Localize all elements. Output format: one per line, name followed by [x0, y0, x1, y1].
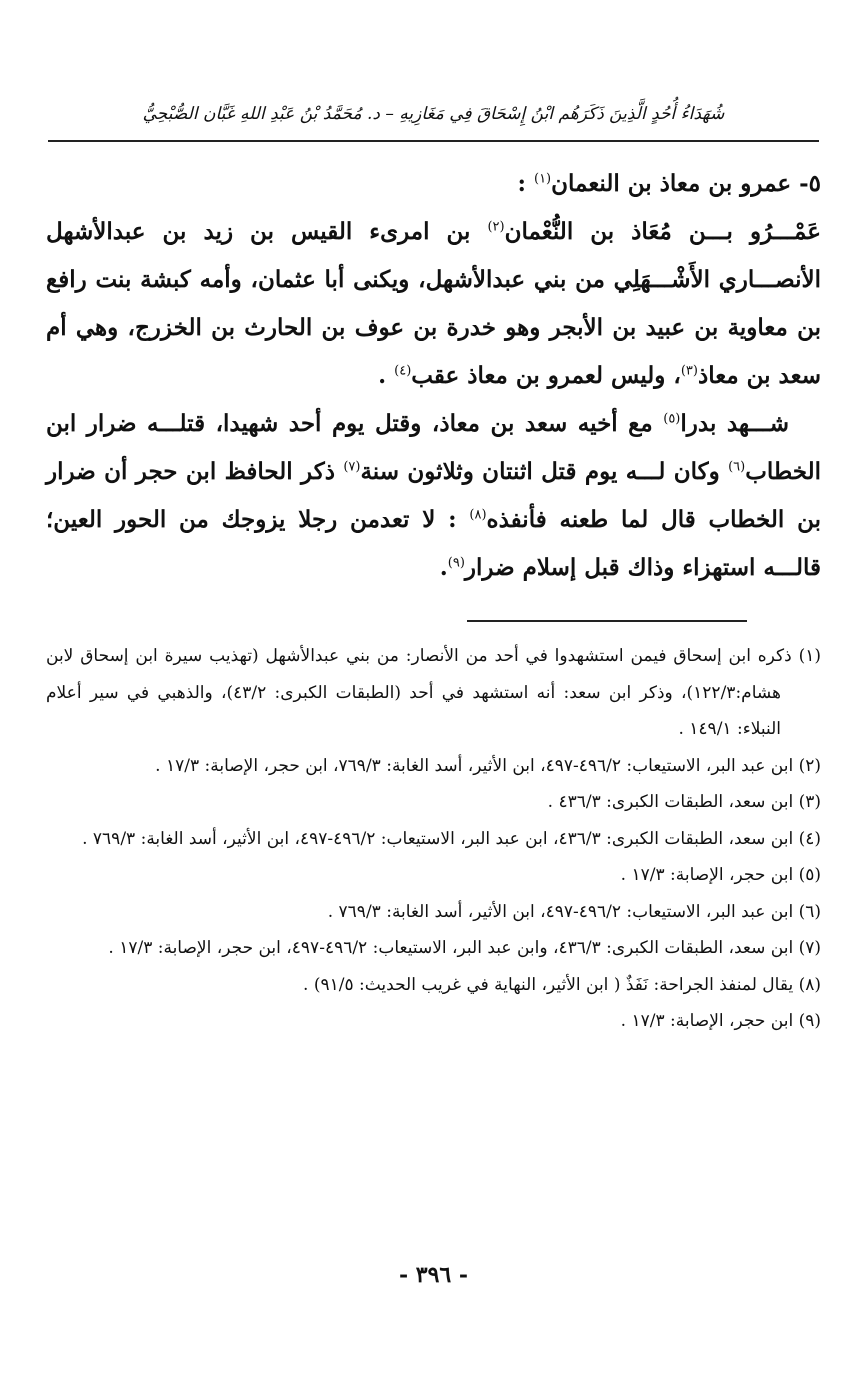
- footnote-ref[interactable]: (٣): [680, 363, 698, 379]
- paragraph-text: ، وليس لعمرو بن معاذ عقب: [411, 362, 681, 389]
- section-heading-suffix: :: [517, 170, 534, 197]
- footnote-ref[interactable]: (٤): [394, 363, 412, 379]
- footnote-item: (١) ذكره ابن إسحاق فيمن استشهدوا في أحد من الأنصار: من بني عبدالأشهل (تهذيب سيرة ابن إسحاق لابن هشام:١٢٢/٣)، وذكر ابن سعد: أنه استشهد في أحد (الطبقات الكبرى: ٤٣/٢)، والذهبي في سير أعلام النبلاء: ١٤٩/١ .: [46, 646, 821, 739]
- footnote-ref[interactable]: (٩): [447, 555, 465, 571]
- footnote-item: (٩) ابن حجر، الإصابة: ١٧/٣ .: [620, 1011, 821, 1031]
- paragraph-text: : لا تعدمن رجلا يزوجك من الحور العين؛ قالـــه استهزاء وذاك قبل إسلام ضرار: [46, 506, 821, 581]
- footnote-ref[interactable]: (٨): [469, 507, 487, 523]
- footnote-item: (٥) ابن حجر، الإصابة: ١٧/٣ .: [620, 865, 821, 885]
- footnote-ref[interactable]: (٦): [728, 459, 746, 475]
- paragraph-text: وكان لـــه يوم قتل اثنتان وثلاثون سنة: [360, 458, 729, 485]
- section-heading: [46, 160, 821, 208]
- paragraph-text: مع أخيه سعد بن معاذ، وقتل يوم أحد شهيدا، قتلـــه ضرار ابن الخطاب: [46, 410, 821, 485]
- footnotes: [46, 638, 821, 1040]
- footnote-ref[interactable]: (٥): [663, 411, 681, 427]
- paragraph-text: عَمْـــرُو بـــن مُعَاذ بن النُّعْمان: [504, 218, 821, 245]
- paragraph-text: شـــهد بدرا: [680, 410, 789, 437]
- header-divider: [48, 140, 819, 142]
- paragraph-text: بن امرىء القيس بن زيد بن عبدالأشهل الأنصـــاري الأَشْـــهَلِي من بني عبدالأشهل، ويكنى أبا عثمان، وأمه كبشة بنت رافع بن معاوية بن عبيد بن الأبجر وهو خدرة بن عوف بن الحارث بن الخزرج، وهي أم سعد بن معاذ: [46, 218, 821, 389]
- footnote-ref[interactable]: (٢): [487, 219, 505, 235]
- footnote-divider: [467, 620, 747, 622]
- footnote-item: (٦) ابن عبد البر، الاستيعاب: ٤٩٦/٢-٤٩٧، ابن الأثير، أسد الغابة: ٧٦٩/٣ .: [327, 901, 821, 922]
- footnote-item: (٧) ابن سعد، الطبقات الكبرى: ٤٣٦/٣، وابن عبد البر، الاستيعاب: ٤٩٦/٢-٤٩٧، ابن حجر، الإصابة: ١٧/٣ .: [108, 938, 821, 958]
- footnote-item: (٢) ابن عبد البر، الاستيعاب: ٤٩٦/٢-٤٩٧، ابن الأثير، أسد الغابة: ٧٦٩/٣، ابن حجر، الإصابة: ١٧/٣ .: [155, 755, 821, 776]
- main-text: [46, 160, 821, 592]
- footnote-ref[interactable]: (٧): [343, 459, 361, 475]
- paragraph-text: .: [439, 554, 448, 581]
- paragraph-text: ذكر الحافظ ابن حجر أن ضرار بن الخطاب قال لما طعنه فأنفذه: [46, 458, 821, 533]
- paragraph-martyrdom: [46, 400, 821, 592]
- page-number: - ٣٩٦ -: [398, 1262, 469, 1288]
- running-header: شُهَدَاءُ أُحُدٍ الَّذِينَ ذَكَرَهُم ابْنُ إِسْحَاقَ فِي مَغَازِيهِ – د. مُحَمَّدُ بْنُ عَبْدِ اللهِ غَبَّان الصُّبْحِيُّ: [142, 104, 725, 124]
- footnote-item: (٤) ابن سعد، الطبقات الكبرى: ٤٣٦/٣، ابن عبد البر، الاستيعاب: ٤٩٦/٢-٤٩٧، ابن الأثير، أسد الغابة: ٧٦٩/٣ .: [82, 828, 821, 849]
- footnote-ref[interactable]: (١): [533, 171, 552, 187]
- paragraph-text: .: [378, 362, 395, 389]
- paragraph-biography: [46, 208, 821, 400]
- section-heading-text: ٥- عمرو بن معاذ بن النعمان: [551, 170, 821, 197]
- footnote-item: (٣) ابن سعد، الطبقات الكبرى: ٤٣٦/٣ .: [547, 792, 821, 812]
- footnote-item: (٨) يقال لمنفذ الجراحة: نَفَذٌ ( ابن الأثير، النهاية في غريب الحديث: ٩١/٥) .: [303, 974, 821, 995]
